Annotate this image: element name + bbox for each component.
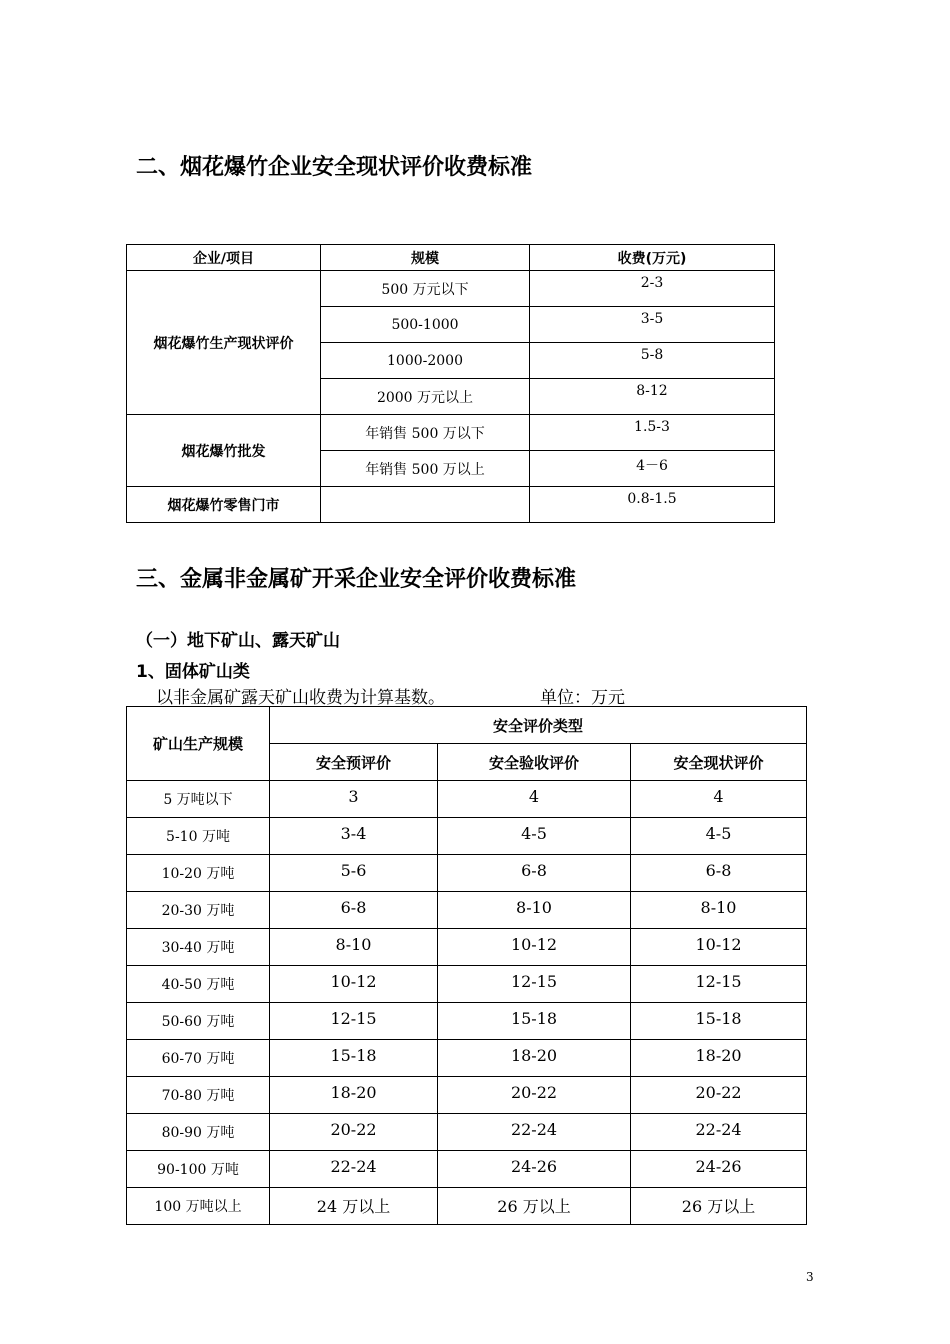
table-row: [127, 966, 807, 1003]
fee-cell: 8-10: [438, 892, 631, 929]
table-row: [127, 415, 775, 451]
scale-cell: 50-60 万吨: [127, 1003, 270, 1040]
scale-cell: 30-40 万吨: [127, 929, 270, 966]
table-header-row: [127, 245, 775, 271]
row-header: 矿山生产规模: [127, 707, 270, 781]
fee-cell: 26 万以上: [631, 1188, 807, 1225]
scale-cell: 90-100 万吨: [127, 1151, 270, 1188]
column-header: 企业/项目: [127, 245, 321, 271]
fee-cell: 3: [270, 781, 438, 818]
scale-cell: 年销售 500 万以上: [321, 451, 530, 487]
scale-cell: 5 万吨以下: [127, 781, 270, 818]
scale-cell: 20-30 万吨: [127, 892, 270, 929]
fee-cell: 12-15: [438, 966, 631, 1003]
fee-cell: 6-8: [270, 892, 438, 929]
scale-cell: 1000-2000: [321, 343, 530, 379]
fee-cell: 18-20: [438, 1040, 631, 1077]
fee-cell: 18-20: [270, 1077, 438, 1114]
column-header: 安全验收评价: [438, 744, 631, 781]
fee-cell: 10-12: [270, 966, 438, 1003]
fee-cell: 4: [631, 781, 807, 818]
fee-cell: 12-15: [631, 966, 807, 1003]
fee-cell: 1.5-3: [530, 415, 775, 451]
table-row: [127, 818, 807, 855]
scale-cell: 70-80 万吨: [127, 1077, 270, 1114]
fee-cell: 8-10: [270, 929, 438, 966]
basis-note: 以非金属矿露天矿山收费为计算基数。: [156, 688, 445, 708]
fireworks-fee-table: [126, 244, 775, 523]
scale-cell: 10-20 万吨: [127, 855, 270, 892]
table-row: [127, 1151, 807, 1188]
fee-cell: 3-5: [530, 307, 775, 343]
scale-cell: 2000 万元以上: [321, 379, 530, 415]
table-row: [127, 929, 807, 966]
fee-cell: 4-5: [631, 818, 807, 855]
fee-cell: 8-10: [631, 892, 807, 929]
fee-cell: 24-26: [438, 1151, 631, 1188]
fee-cell: 18-20: [631, 1040, 807, 1077]
table-row: [127, 271, 775, 307]
fee-cell: 15-18: [270, 1040, 438, 1077]
scale-cell: 500 万元以下: [321, 271, 530, 307]
column-header: 安全现状评价: [631, 744, 807, 781]
table-row: [127, 487, 775, 523]
unit-note: 单位：万元: [540, 688, 625, 708]
fee-cell: 22-24: [270, 1151, 438, 1188]
section2-title: 二、烟花爆竹企业安全现状评价收费标准: [136, 155, 533, 180]
fee-cell: 2-3: [530, 271, 775, 307]
group-header: 安全评价类型: [270, 707, 807, 744]
scale-cell: 500-1000: [321, 307, 530, 343]
fee-cell: 6-8: [438, 855, 631, 892]
table-row: [127, 1003, 807, 1040]
fee-cell: 10-12: [631, 929, 807, 966]
table-row: [127, 1040, 807, 1077]
fee-cell: 3-4: [270, 818, 438, 855]
scale-cell: 60-70 万吨: [127, 1040, 270, 1077]
fee-cell: 15-18: [438, 1003, 631, 1040]
fee-cell: 4－6: [530, 451, 775, 487]
fee-cell: 20-22: [631, 1077, 807, 1114]
page-number: 3: [806, 1270, 814, 1284]
scale-cell: 100 万吨以上: [127, 1188, 270, 1225]
fee-cell: 20-22: [270, 1114, 438, 1151]
fee-cell: 20-22: [438, 1077, 631, 1114]
fee-cell: 26 万以上: [438, 1188, 631, 1225]
fee-cell: 12-15: [270, 1003, 438, 1040]
fee-cell: 5-6: [270, 855, 438, 892]
table-row: [127, 1114, 807, 1151]
fee-cell: 22-24: [438, 1114, 631, 1151]
column-header: 规模: [321, 245, 530, 271]
scale-cell: 5-10 万吨: [127, 818, 270, 855]
scale-cell: 年销售 500 万以下: [321, 415, 530, 451]
fee-cell: 22-24: [631, 1114, 807, 1151]
fee-cell: 15-18: [631, 1003, 807, 1040]
fee-cell: 4: [438, 781, 631, 818]
column-header: 收费(万元): [530, 245, 775, 271]
fee-cell: 0.8-1.5: [530, 487, 775, 523]
table-row: [127, 1077, 807, 1114]
section3-subtitle: （一）地下矿山、露天矿山: [136, 631, 340, 651]
group-name: 烟花爆竹生产现状评价: [127, 271, 321, 415]
table-header-row: [127, 707, 807, 744]
fee-cell: 6-8: [631, 855, 807, 892]
column-header: 安全预评价: [270, 744, 438, 781]
scale-cell: [321, 487, 530, 523]
section3-subsubtitle: 1、固体矿山类: [136, 662, 250, 682]
group-name: 烟花爆竹零售门市: [127, 487, 321, 523]
group-name: 烟花爆竹批发: [127, 415, 321, 487]
mine-fee-table: [126, 706, 807, 1225]
table-row: [127, 855, 807, 892]
scale-cell: 80-90 万吨: [127, 1114, 270, 1151]
table-row: [127, 1188, 807, 1225]
fee-cell: 8-12: [530, 379, 775, 415]
fee-cell: 10-12: [438, 929, 631, 966]
fee-cell: 24 万以上: [270, 1188, 438, 1225]
fee-cell: 5-8: [530, 343, 775, 379]
scale-cell: 40-50 万吨: [127, 966, 270, 1003]
table-row: [127, 892, 807, 929]
section3-title: 三、金属非金属矿开采企业安全评价收费标准: [136, 567, 577, 592]
table-row: [127, 781, 807, 818]
fee-cell: 4-5: [438, 818, 631, 855]
fee-cell: 24-26: [631, 1151, 807, 1188]
